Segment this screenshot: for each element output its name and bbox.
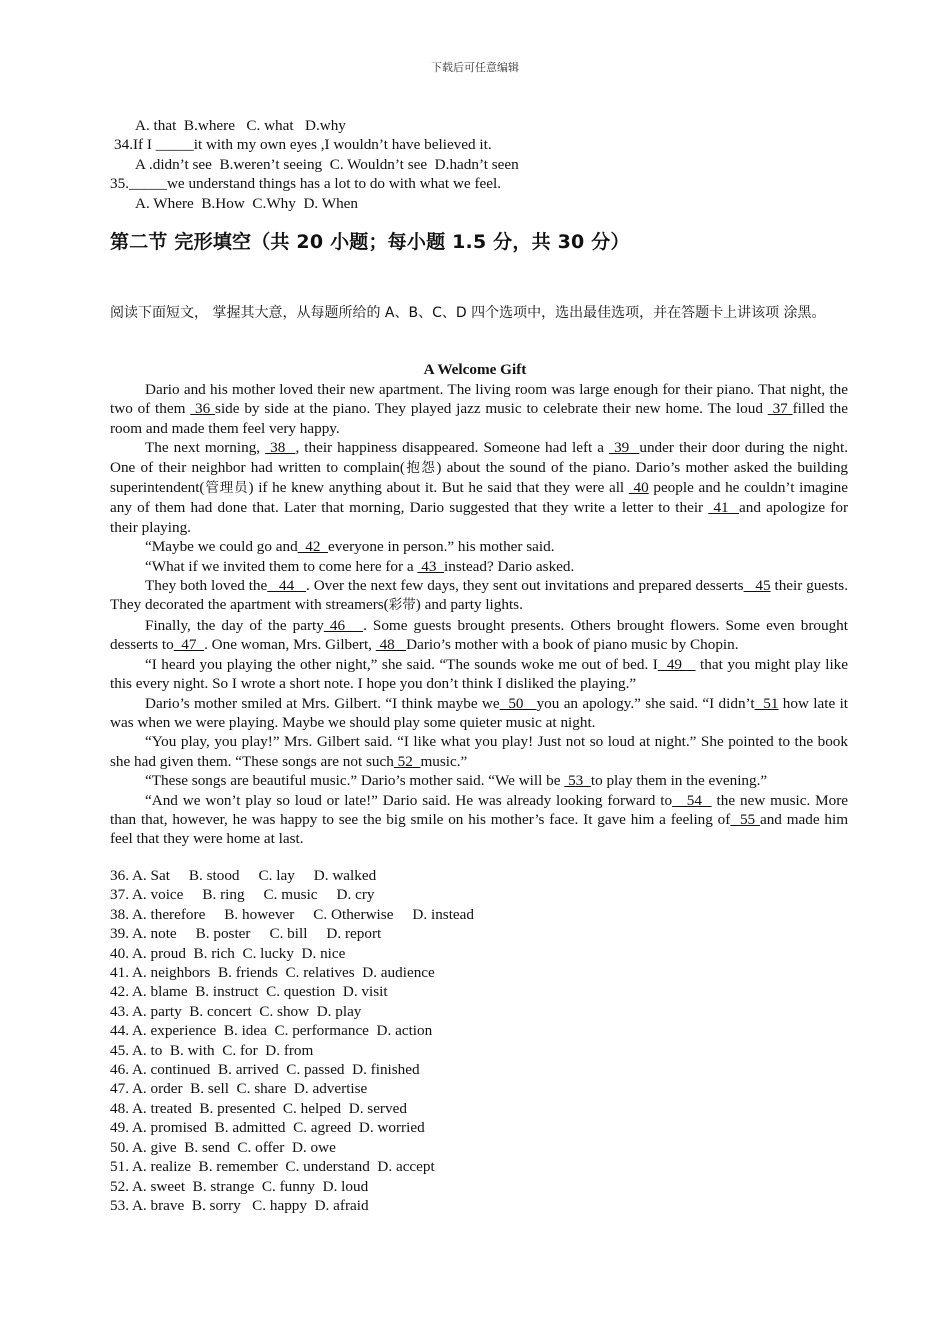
passage-text: “And we won’t play so loud or late!” Dario said. He was already looking forward to [145,791,673,809]
answer-blank: 40 [628,479,649,497]
answer-blank: 44 [267,577,306,595]
passage-text: everyone in person.” his mother said. [328,538,555,556]
passage-text: , their happiness disappeared. Someone had left a [295,439,610,457]
option-line: 40. A. proud B. rich C. lucky D. nice [110,944,346,962]
option-line: 37. A. voice B. ring C. music D. cry [110,886,375,904]
passage-text: ) if he knew anything about it. But he said that they were all [248,479,629,497]
answer-blank: 46 [323,616,364,634]
answer-blank: 51 [754,694,779,712]
answer-blank: 43 [417,557,444,575]
passage-text: Finally, the day of the party [145,616,324,634]
passage-text: They both loved the [145,577,268,595]
answer-blank: 49 [657,655,696,673]
passage-paragraph [110,732,848,771]
question-line: A. that B.where C. what D.why [135,117,346,134]
option-line: 50. A. give B. send C. offer D. owe [110,1138,336,1156]
passage-text: . One woman, Mrs. Gilbert, [204,636,376,654]
passage-text: instead? Dario asked. [444,557,575,575]
passage-text: “These songs are beautiful music.” Dario’s mother said. “We will be [145,772,565,790]
passage-text: “Maybe we could go and [145,538,298,556]
answer-blank: 52 [393,752,421,770]
passage-text: . Over the next few days, they sent out invitations and prepared desserts [306,577,744,595]
question-line: A .didn’t see B.weren’t seeing C. Wouldn’t see D.hadn’t seen [135,155,519,173]
option-line: 41. A. neighbors B. friends C. relatives D. audience [110,964,435,982]
passage-paragraph [110,537,848,556]
answer-blank: 53 [564,772,591,790]
answer-blank: 39 [609,439,640,457]
passage-text: people and he couldn’t imagine any of them had done that. Later that morning, Dario suggested that they write a letter to their [110,479,849,517]
passage-text: you an apology.” she said. “I didn’t [536,694,755,712]
option-line: 48. A. treated B. presented C. helped D. served [110,1099,407,1117]
section-instructions: 阅读下面短文， 掌握其大意，从每题所给的 A、B、C、D 四个选项中，选出最佳选项，并在答题卡上讲该项 涂黑。 [110,305,826,321]
chinese-gloss: 管理员 [204,480,249,497]
passage-text: “What if we invited them to come here for a [145,557,418,575]
passage-paragraph [110,655,848,694]
passage-text: side by side at the piano. They played jazz music to celebrate their new home. The loud [215,400,768,418]
passage-title: A Welcome Gift [423,361,527,378]
passage-text: that you might play like this every night. So I wrote a short note. I hope you don’t think I disliked the playing.” [110,655,848,693]
option-line: 36. A. Sat B. stood C. lay D. walked [110,867,377,884]
option-line: 38. A. therefore B. however C. Otherwise D. instead [110,905,474,923]
passage-paragraph [110,438,848,537]
passage-text: how late it was when we were playing. Maybe we should play some quieter music at night. [110,694,849,731]
passage-text: music.” [420,752,468,770]
answer-blank: 54 [672,791,712,809]
option-line: 51. A. realize B. remember C. understand D. accept [110,1158,435,1176]
question-options [110,866,848,1215]
question-line: 34.If I _____it with my own eyes ,I wouldn’t have believed it. [114,136,492,154]
passage-text: Dario’s mother smiled at Mrs. Gilbert. “I think maybe we [145,694,500,712]
passage-text: . Some guests brought presents. Others brought flowers. Some even brought desserts to [110,616,848,654]
chinese-gloss: 抱怨 [404,459,437,476]
passage-body [110,380,848,849]
passage-text: the new music. More than that, however, he was happy to see the big smile on his mother’s face. It gave him a feeling of [110,791,849,828]
answer-blank: 37 [767,400,793,418]
option-line: 47. A. order B. sell C. share D. advertise [110,1080,368,1098]
option-line: 39. A. note B. poster C. bill D. report [110,925,382,943]
passage-text: “You play, you play!” Mrs. Gilbert said. “I like what you play! Just not so loud at night.” She pointed to the book she had given them. “These songs are not such [110,733,848,770]
option-line: 44. A. experience B. idea C. performance D. action [110,1022,433,1040]
passage-text: The next morning, [145,439,266,457]
passage-text: to play them in the evening.” [590,772,768,790]
answer-blank: 42 [297,538,329,556]
passage-paragraph [110,694,848,733]
passage-text: and apologize for their playing. [110,499,848,536]
option-line: 52. A. sweet B. strange C. funny D. loud [110,1177,369,1195]
passage-paragraph [110,576,848,616]
question-line: A. Where B.How C.Why D. When [135,194,358,212]
page-header: 下载后可任意编辑 [431,61,519,74]
answer-blank: 41 [708,499,739,517]
answer-blank: 38 [265,439,296,457]
answer-blank: 48 [375,636,407,654]
question-line: 35._____we understand things has a lot to do with what we feel. [110,175,502,193]
section-title: 第二节 完形填空（共 20 小题；每小题 1.5 分，共 30 分） [110,231,630,253]
option-line: 42. A. blame B. instruct C. question D. visit [110,983,388,1001]
passage-text: ) about the sound of the piano. Dario’s mother asked the building superintendent( [110,458,849,497]
option-line: 53. A. brave B. sorry C. happy D. afraid [110,1196,369,1214]
passage-text: ) and party lights. [415,596,523,614]
passage-paragraph [110,557,848,576]
chinese-gloss: 彩带 [388,597,416,614]
passage-paragraph [110,380,848,438]
option-line: 43. A. party B. concert C. show D. play [110,1002,362,1020]
passage-text: Dario and his mother loved their new apartment. The living room was large enough for their piano. That night, the two of them [110,381,848,418]
passage-paragraph [110,616,848,655]
answer-blank: 55 [730,810,760,828]
option-line: 45. A. to B. with C. for D. from [110,1041,314,1059]
passage-text: Dario’s mother with a book of piano music by Chopin. [406,636,739,654]
passage-text: under their door during the night. One of their neighbor had written to complain( [110,439,849,476]
previous-questions [110,116,848,213]
passage-text: filled the room and made them feel very happy. [110,400,848,437]
option-line: 46. A. continued B. arrived C. passed D. finished [110,1061,420,1079]
answer-blank: 47 [173,636,205,654]
option-line: 49. A. promised B. admitted C. agreed D. worried [110,1119,425,1137]
passage-paragraph [110,791,848,849]
answer-blank: 36 [190,400,216,418]
passage-paragraph [110,771,848,790]
answer-blank: 45 [743,577,771,595]
answer-blank: 50 [499,694,537,712]
passage-text: their guests. They decorated the apartment with streamers( [110,577,848,614]
passage-text: and made him feel that they were home at last. [110,810,849,848]
passage-text: “I heard you playing the other night,” she said. “The sounds woke me out of bed. I [145,655,658,673]
